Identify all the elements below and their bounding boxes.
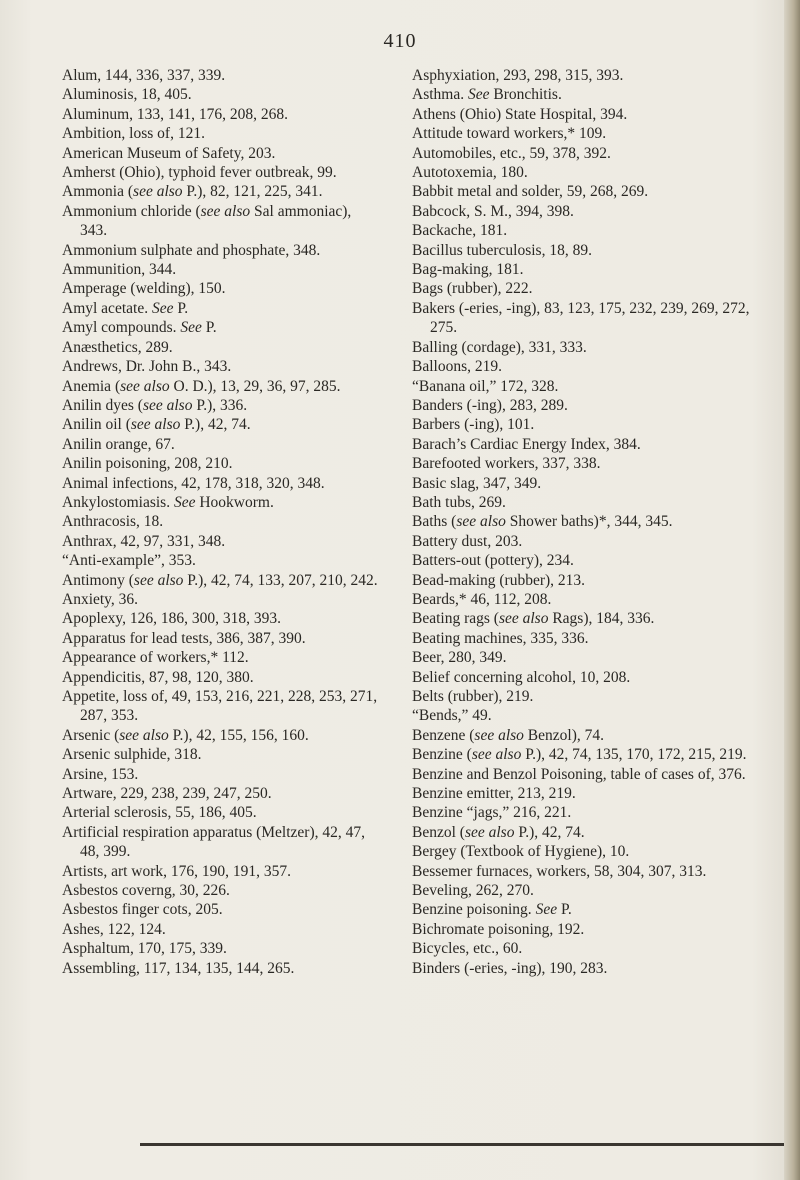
index-entry xyxy=(412,765,774,784)
index-entry xyxy=(412,299,774,338)
index-entry xyxy=(62,609,380,628)
index-entry xyxy=(62,784,380,803)
index-entry xyxy=(62,726,380,745)
cross-reference: See xyxy=(535,901,558,919)
index-entry-text: Anilin dyes ( xyxy=(62,396,143,414)
index-entry xyxy=(62,260,380,279)
index-entry xyxy=(62,823,380,862)
index-entry xyxy=(412,862,774,881)
index-entry xyxy=(412,745,774,764)
bottom-rule xyxy=(140,1143,784,1146)
index-entry-text: Battery dust, 203. xyxy=(412,532,523,550)
index-entry xyxy=(412,454,774,473)
cross-reference: see also xyxy=(120,377,170,395)
index-entry xyxy=(412,629,774,648)
index-entry-text: Balling (cordage), 331, 333. xyxy=(412,338,587,356)
index-entry-text: Shower baths)*, 344, 345. xyxy=(505,513,673,531)
index-entry-text: Benzol), 74. xyxy=(523,726,604,744)
index-entry xyxy=(62,182,380,201)
index-entry xyxy=(412,803,774,822)
cross-reference: see also xyxy=(498,610,549,628)
index-entry xyxy=(412,202,774,221)
index-entry xyxy=(412,784,774,803)
index-entry xyxy=(62,66,380,85)
index-entry-text: Apoplexy, 126, 186, 300, 318, 393. xyxy=(62,610,281,628)
index-entry xyxy=(412,532,774,551)
index-entry xyxy=(62,571,380,590)
index-entry xyxy=(62,959,380,978)
index-entry-text: Animal infections, 42, 178, 318, 320, 348. xyxy=(62,474,325,492)
index-entry-text: P.), 336. xyxy=(192,396,248,414)
index-entry-text: Benzine emitter, 213, 219. xyxy=(412,785,576,803)
cross-reference: See xyxy=(180,319,202,337)
index-entry xyxy=(412,105,774,124)
index-entry-text: Bag-making, 181. xyxy=(412,261,524,279)
index-entry-text: P.), 42, 155, 156, 160. xyxy=(168,726,309,744)
index-entry-text: Ammonium chloride ( xyxy=(62,202,201,220)
index-entry-text: Bags (rubber), 222. xyxy=(412,280,533,298)
index-entry-text: P. xyxy=(201,319,217,337)
index-entry xyxy=(412,163,774,182)
index-entry-text: Appetite, loss of, 49, 153, 216, 221, 228, 253, 271, 287, 353. xyxy=(62,688,378,725)
index-entry-text: Attitude toward workers,* 109. xyxy=(412,125,607,143)
index-entry-text: Banders (-ing), 283, 289. xyxy=(412,396,568,414)
index-entry-text: Aluminosis, 18, 405. xyxy=(62,86,192,104)
index-entry xyxy=(412,396,774,415)
index-entry xyxy=(412,85,774,104)
index-entry xyxy=(62,668,380,687)
index-entry xyxy=(412,66,774,85)
index-entry-text: Barach’s Cardiac Energy Index, 384. xyxy=(412,435,641,453)
index-entry xyxy=(62,862,380,881)
index-entry xyxy=(412,648,774,667)
index-entry xyxy=(62,939,380,958)
index-entry-text: Babcock, S. M., 394, 398. xyxy=(412,202,574,220)
index-entry-text: Artificial respiration apparatus (Meltzer), 42, 47, 48, 399. xyxy=(62,823,365,861)
index-entry-text: Benzene ( xyxy=(412,726,475,744)
index-entry-text: Appendicitis, 87, 98, 120, 380. xyxy=(62,668,254,686)
index-entry-text: Benzine poisoning. xyxy=(412,901,536,919)
index-entry-text: Beating machines, 335, 336. xyxy=(412,629,589,647)
index-entry-text: Ashes, 122, 124. xyxy=(62,920,166,938)
index-entry xyxy=(412,474,774,493)
index-entry-text: Automobiles, etc., 59, 378, 392. xyxy=(412,144,611,162)
index-entry-text: Antimony ( xyxy=(62,571,134,589)
index-entry xyxy=(412,571,774,590)
index-entry xyxy=(412,939,774,958)
index-entry-text: Bacillus tuberculosis, 18, 89. xyxy=(412,241,592,259)
index-entry xyxy=(62,493,380,512)
index-entry xyxy=(62,648,380,667)
index-entry-text: Bessemer furnaces, workers, 58, 304, 307, 313. xyxy=(412,862,707,880)
cross-reference: see also xyxy=(474,726,524,744)
index-entry-text: Bronchitis. xyxy=(489,86,562,104)
index-entry xyxy=(62,532,380,551)
index-entry-text: Anthrax, 42, 97, 331, 348. xyxy=(62,532,226,550)
index-entry xyxy=(62,144,380,163)
index-entry xyxy=(62,357,380,376)
index-entry-text: P.), 82, 121, 225, 341. xyxy=(182,183,323,201)
index-entry-text: Sal ammoniac), 343. xyxy=(80,202,352,240)
index-entry-text: Babbit metal and solder, 59, 268, 269. xyxy=(412,183,649,201)
index-entry-text: Asbestos finger cots, 205. xyxy=(62,901,223,919)
index-entry-text: P. xyxy=(173,299,189,317)
index-entry xyxy=(412,415,774,434)
index-entry xyxy=(62,279,380,298)
index-column-left xyxy=(62,66,380,978)
index-entry xyxy=(412,668,774,687)
index-entry-text: Alum, 144, 336, 337, 339. xyxy=(62,67,226,84)
index-entry xyxy=(412,144,774,163)
index-entry-text: Autotoxemia, 180. xyxy=(412,164,528,182)
index-entry-text: Amherst (Ohio), typhoid fever outbreak, 99. xyxy=(62,164,337,182)
index-entry-text: Anilin orange, 67. xyxy=(62,435,175,453)
index-entry-text: Amyl acetate. xyxy=(62,299,152,317)
index-entry-text: Artists, art work, 176, 190, 191, 357. xyxy=(62,862,292,880)
index-entry-text: Bath tubs, 269. xyxy=(412,493,506,511)
index-entry-text: Ambition, loss of, 121. xyxy=(62,125,205,143)
index-entry-text: Appearance of workers,* 112. xyxy=(62,649,249,667)
cross-reference: see also xyxy=(130,416,181,434)
index-entry xyxy=(412,124,774,143)
index-entry xyxy=(412,182,774,201)
index-entry-text: O. D.), 13, 29, 36, 97, 285. xyxy=(169,377,341,395)
index-entry-text: Benzine ( xyxy=(412,746,472,764)
index-entry xyxy=(412,493,774,512)
index-column-right xyxy=(412,66,774,978)
index-entry-text: Athens (Ohio) State Hospital, 394. xyxy=(412,105,628,123)
index-entry-text: Bergey (Textbook of Hygiene), 10. xyxy=(412,843,630,861)
index-entry-text: Bicycles, etc., 60. xyxy=(412,940,523,958)
index-entry-text: Binders (-eries, -ing), 190, 283. xyxy=(412,959,608,977)
index-entry-text: Bichromate poisoning, 192. xyxy=(412,920,585,938)
index-entry-text: P. xyxy=(557,901,572,919)
index-entry-text: Anemia ( xyxy=(62,377,121,395)
index-entry-text: Ammonia ( xyxy=(62,183,134,201)
index-entry-text: Assembling, 117, 134, 135, 144, 265. xyxy=(62,959,295,977)
index-entry xyxy=(62,745,380,764)
index-entry xyxy=(62,318,380,337)
index-entry xyxy=(62,454,380,473)
index-entry-text: Asphaltum, 170, 175, 339. xyxy=(62,940,227,958)
index-entry-text: Belief concerning alcohol, 10, 208. xyxy=(412,668,631,686)
cross-reference: see also xyxy=(200,202,251,220)
index-entry xyxy=(62,377,380,396)
index-entry-text: Bead-making (rubber), 213. xyxy=(412,571,586,589)
index-entry xyxy=(412,881,774,900)
index-entry xyxy=(62,881,380,900)
index-entry-text: Beer, 280, 349. xyxy=(412,649,507,667)
index-entry-text: Beards,* 46, 112, 208. xyxy=(412,590,552,608)
index-entry xyxy=(62,551,380,570)
index-entry-text: Asbestos coverng, 30, 226. xyxy=(62,882,230,900)
cross-reference: see also xyxy=(464,823,515,841)
cross-reference: see also xyxy=(142,396,193,414)
index-entry xyxy=(412,279,774,298)
index-entry xyxy=(412,241,774,260)
index-entry-text: P.), 42, 74, 135, 170, 172, 215, 219. xyxy=(521,746,747,764)
index-entry xyxy=(412,726,774,745)
index-entry xyxy=(412,920,774,939)
index-entry xyxy=(412,687,774,706)
cross-reference: see also xyxy=(133,183,183,201)
index-entry-text: Barbers (-ing), 101. xyxy=(412,416,535,434)
index-entry xyxy=(412,338,774,357)
index-entry-text: P.), 42, 74. xyxy=(514,823,585,841)
index-entry xyxy=(412,706,774,725)
index-entry-text: Arsenic sulphide, 318. xyxy=(62,746,202,764)
index-entry-text: Amperage (welding), 150. xyxy=(62,280,226,298)
index-entry-text: “Banana oil,” 172, 328. xyxy=(412,377,559,395)
index-entry-text: Baths ( xyxy=(412,513,457,531)
index-entry xyxy=(62,900,380,919)
index-entry-text: Ammonium sulphate and phosphate, 348. xyxy=(62,241,321,259)
index-entry-text: Apparatus for lead tests, 386, 387, 390. xyxy=(62,629,306,647)
index-entry-text: Basic slag, 347, 349. xyxy=(412,474,542,492)
index-entry-text: Arsine, 153. xyxy=(62,765,139,783)
index-entry-text: Beating rags ( xyxy=(412,610,499,628)
index-entry-text: Ammunition, 344. xyxy=(62,261,177,279)
index-entry xyxy=(62,85,380,104)
cross-reference: See xyxy=(151,299,174,317)
index-entry-text: P.), 42, 74. xyxy=(180,416,251,434)
index-entry xyxy=(62,590,380,609)
index-entry xyxy=(412,900,774,919)
index-entry xyxy=(62,765,380,784)
index-entry xyxy=(62,512,380,531)
index-entry xyxy=(412,357,774,376)
cross-reference: See xyxy=(467,86,490,104)
index-entry xyxy=(412,842,774,861)
index-entry xyxy=(62,920,380,939)
index-entry-text: Backache, 181. xyxy=(412,222,508,240)
index-entry-text: Benzine and Benzol Poisoning, table of cases of, 376. xyxy=(412,765,746,783)
index-entry-text: Artware, 229, 238, 239, 247, 250. xyxy=(62,785,272,803)
index-entry xyxy=(412,260,774,279)
index-entry-text: Benzine “jags,” 216, 221. xyxy=(412,804,572,822)
cross-reference: see also xyxy=(119,726,169,744)
index-entry-text: “Anti-example”, 353. xyxy=(62,552,196,570)
index-entry xyxy=(62,474,380,493)
index-entry-text: Aluminum, 133, 141, 176, 208, 268. xyxy=(62,105,289,123)
cross-reference: see also xyxy=(456,513,506,531)
index-entry xyxy=(62,435,380,454)
index-entry-text: Hookworm. xyxy=(195,493,274,511)
index-entry-text: Beveling, 262, 270. xyxy=(412,882,534,900)
index-entry xyxy=(62,241,380,260)
index-entry-text: “Bends,” 49. xyxy=(412,707,492,725)
index-entry-text: Benzol ( xyxy=(412,823,465,841)
index-entry-text: Barefooted workers, 337, 338. xyxy=(412,455,601,473)
index-entry xyxy=(412,590,774,609)
index-entry-text: Bakers (-eries, -ing), 83, 123, 175, 232, 239, 269, 272, 275. xyxy=(412,299,750,337)
index-entry xyxy=(62,202,380,241)
index-entry xyxy=(62,415,380,434)
index-entry-text: American Museum of Safety, 203. xyxy=(62,144,276,162)
index-entry-text: Anilin poisoning, 208, 210. xyxy=(62,455,233,473)
index-entry xyxy=(62,396,380,415)
cross-reference: see also xyxy=(133,571,184,589)
index-entry-text: P.), 42, 74, 133, 207, 210, 242. xyxy=(183,571,378,589)
index-entry xyxy=(62,803,380,822)
index-entry-text: Anthracosis, 18. xyxy=(62,513,164,531)
index-entry xyxy=(412,221,774,240)
index-entry xyxy=(62,105,380,124)
index-entry-text: Arsenic ( xyxy=(62,726,120,744)
index-entry-text: Ankylostomiasis. xyxy=(62,493,174,511)
index-entry-text: Amyl compounds. xyxy=(62,319,181,337)
index-entry xyxy=(62,163,380,182)
index-entry xyxy=(62,629,380,648)
index-entry-text: Belts (rubber), 219. xyxy=(412,688,534,705)
index-entry-text: Batters-out (pottery), 234. xyxy=(412,552,574,570)
index-entry xyxy=(412,377,774,396)
index-entry-text: Anæsthetics, 289. xyxy=(62,338,173,356)
index-entry xyxy=(62,299,380,318)
index-entry xyxy=(62,124,380,143)
index-entry xyxy=(412,551,774,570)
index-entry-text: Arterial sclerosis, 55, 186, 405. xyxy=(62,804,257,822)
index-entry xyxy=(412,959,774,978)
index-entry xyxy=(412,823,774,842)
index-entry xyxy=(62,338,380,357)
cross-reference: See xyxy=(173,493,196,511)
index-entry-text: Balloons, 219. xyxy=(412,358,502,376)
index-entry xyxy=(412,512,774,531)
page-edge-shadow xyxy=(784,0,800,1180)
index-entry xyxy=(62,687,380,726)
index-entry-text: Asphyxiation, 293, 298, 315, 393. xyxy=(412,67,624,84)
index-entry-text: Anxiety, 36. xyxy=(62,590,139,608)
index-entry xyxy=(412,435,774,454)
index-entry-text: Rags), 184, 336. xyxy=(548,610,655,628)
index-entry-text: Asthma. xyxy=(412,86,468,104)
cross-reference: see also xyxy=(471,746,522,764)
index-entry xyxy=(412,609,774,628)
page-number: 410 xyxy=(383,30,417,52)
index-entry-text: Anilin oil ( xyxy=(62,416,131,434)
index-entry-text: Andrews, Dr. John B., 343. xyxy=(62,358,232,376)
